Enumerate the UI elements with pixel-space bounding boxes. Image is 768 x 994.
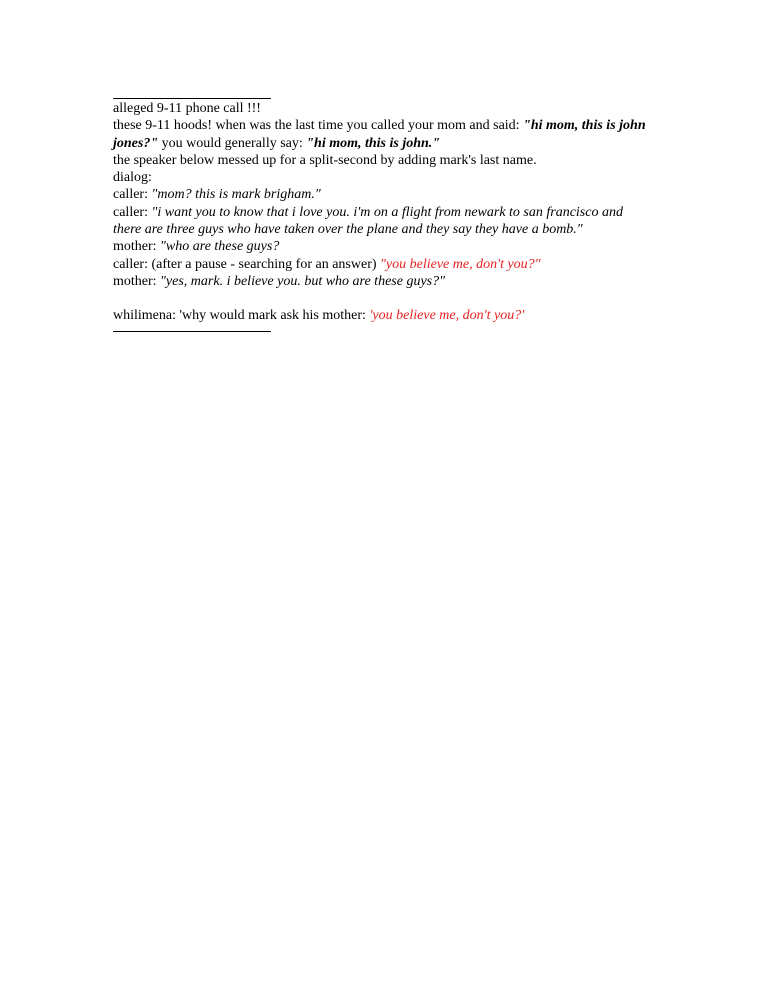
dialog-text: "yes, mark. i believe you. but who are these guys?" (160, 273, 445, 289)
dialog-text: "who are these guys? (160, 239, 280, 255)
title-line: alleged 9-11 phone call !!! (113, 101, 261, 116)
speaker-label: mother: (113, 273, 161, 289)
document-body (113, 92, 653, 332)
closing-line (113, 307, 653, 324)
dialog-line-4 (113, 256, 653, 273)
intro-quote-2: "hi mom, this is john." (306, 135, 441, 151)
dialog-text: "i want you to know that i love you. i'm on a flight from newark to san francisco and there are three guys who have taken over the plane and they say they have a bomb." (113, 204, 623, 238)
dialog-line-5 (113, 273, 653, 290)
dialog-line-2 (113, 204, 653, 239)
closing-prefix: whilimena: 'why would mark ask his mother: (113, 308, 370, 324)
top-divider (113, 98, 271, 99)
dialog-line-3 (113, 238, 653, 255)
dialog-line-1 (113, 186, 653, 203)
speaker-label: caller: (113, 204, 152, 220)
intro-paragraph (113, 117, 653, 152)
dialog-text: "mom? this is mark brigham." (151, 187, 321, 203)
intro-text-1: these 9-11 hoods! when was the last time you called your mom and said: (113, 118, 524, 134)
speaker-label: mother: (113, 239, 161, 255)
intro-text-2: you would generally say: (158, 135, 307, 151)
dialog-text-highlight: "you believe me, don't you?" (380, 256, 541, 272)
bottom-divider (113, 331, 271, 332)
intro-quote-1: "hi mom, this is john jones?" (113, 118, 646, 151)
closing-quote: 'you believe me, don't you?' (369, 308, 525, 324)
paragraph-gap (113, 290, 653, 307)
speaker-label: caller: (after a pause - searching for an answer) (113, 256, 381, 272)
dialog-label: dialog: (113, 170, 152, 186)
speaker-note: the speaker below messed up for a split-second by adding mark's last name. (113, 152, 537, 168)
speaker-label: caller: (113, 187, 152, 203)
